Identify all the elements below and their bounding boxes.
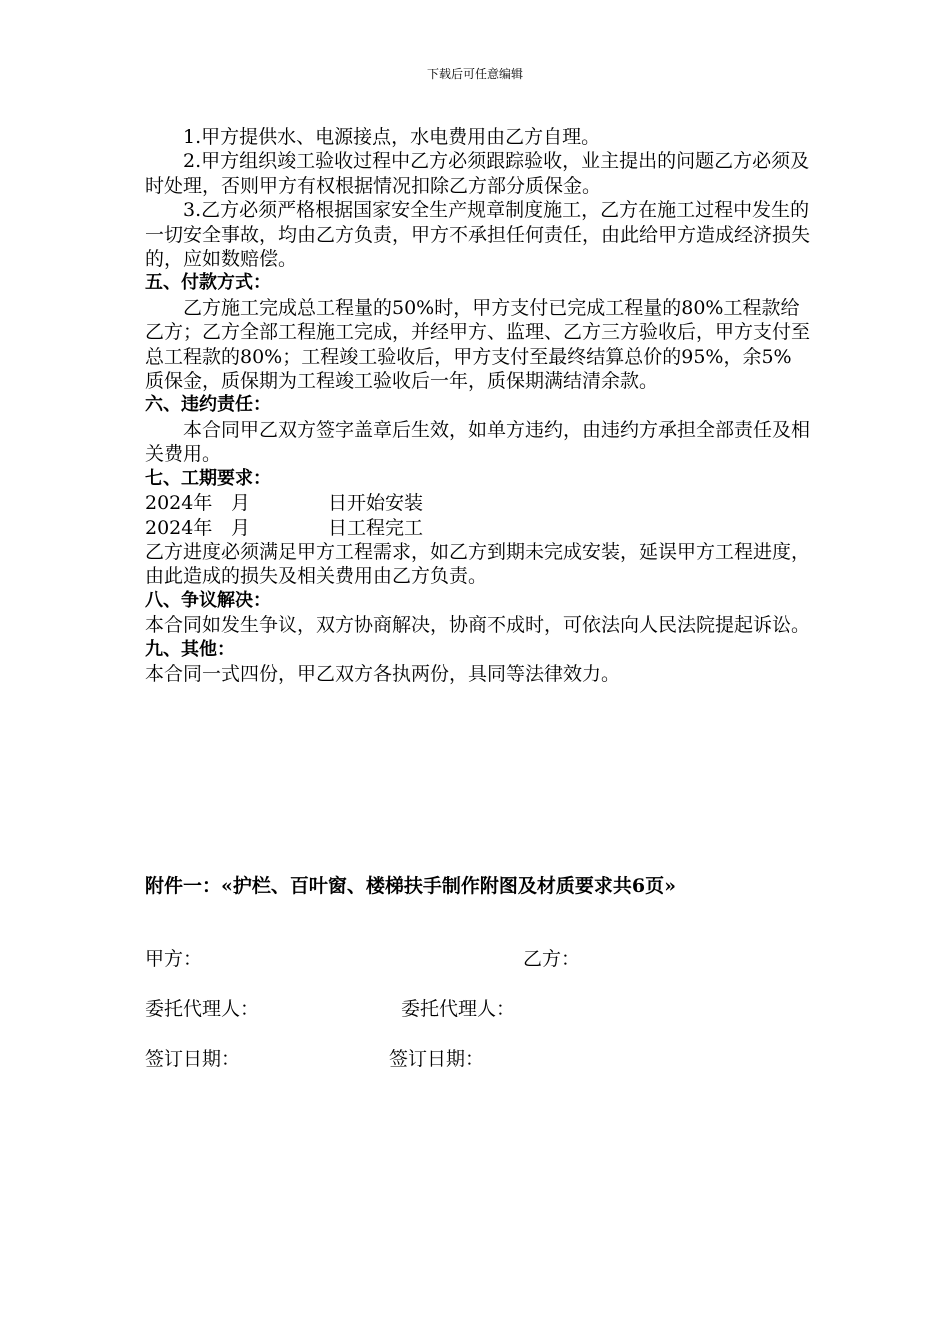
- section-7-heading: 七、工期要求：: [145, 467, 271, 489]
- party-b-label: 乙方：: [523, 948, 581, 970]
- clause-4-3: 3.乙方必须严格根据国家安全生产规章制度施工，乙方在施工过程中发生的一切安全事故，均由乙方负责，甲方不承担任何责任，由此给甲方造成经济损失的，应如数赔偿。: [145, 199, 811, 271]
- section-6-heading: 六、违约责任：: [145, 394, 271, 416]
- date-a-label: 签订日期：: [145, 1048, 241, 1070]
- page-header-note: 下载后可任意编辑: [426, 67, 523, 81]
- section-6-body: 本合同甲乙双方签字盖章后生效，如单方违约，由违约方承担全部责任及相关费用。: [145, 418, 811, 466]
- attachment-note: 附件一：«护栏、百叶窗、楼梯扶手制作附图及材质要求共6页»: [145, 875, 676, 897]
- clause-4-1: 1.甲方提供水、电源接点，水电费用由乙方自理。: [183, 126, 601, 148]
- start-year: 2024年: [145, 492, 213, 515]
- party-a-label: 甲方：: [145, 948, 203, 970]
- section-5-heading: 五、付款方式：: [145, 272, 271, 294]
- end-date-row: [145, 516, 810, 540]
- section-9-body: 本合同一式四份，甲乙双方各执两份，具同等法律效力。: [145, 662, 621, 685]
- section-9-heading: 九、其他：: [145, 638, 235, 660]
- agent-b-label: 委托代理人：: [401, 998, 516, 1020]
- end-day: 日工程完工: [328, 516, 424, 539]
- section-7-body: 乙方进度必须满足甲方工程需求，如乙方到期未完成安装，延误甲方工程进度，由此造成的损失及相关费用由乙方负责。: [145, 540, 811, 588]
- section-8-body: 本合同如发生争议，双方协商解决，协商不成时，可依法向人民法院提起诉讼。: [145, 614, 811, 637]
- section-5-body: 乙方施工完成总工程量的50%时，甲方支付已完成工程量的80%工程款给乙方；乙方全部工程施工完成，并经甲方、监理、乙方三方验收后，甲方支付至总工程款的80%；工程竣工验收后，甲方支付至最终结算总价的95%，余5%质保金，质保期为工程竣工验收后一年，质保期满结清余款。: [145, 296, 811, 393]
- start-date-row: [145, 491, 810, 515]
- clause-4-2: 2.甲方组织竣工验收过程中乙方必须跟踪验收，业主提出的问题乙方必须及时处理，否则甲方有权根据情况扣除乙方部分质保金。: [145, 150, 810, 197]
- section-8-heading: 八、争议解决：: [145, 589, 271, 611]
- start-month: 月: [231, 492, 251, 515]
- date-b-label: 签订日期：: [389, 1048, 485, 1070]
- contract-body: [145, 125, 810, 686]
- start-day: 日开始安装: [328, 492, 424, 515]
- end-month: 月: [231, 516, 251, 539]
- agent-a-label: 委托代理人：: [145, 998, 260, 1020]
- end-year: 2024年: [145, 516, 213, 539]
